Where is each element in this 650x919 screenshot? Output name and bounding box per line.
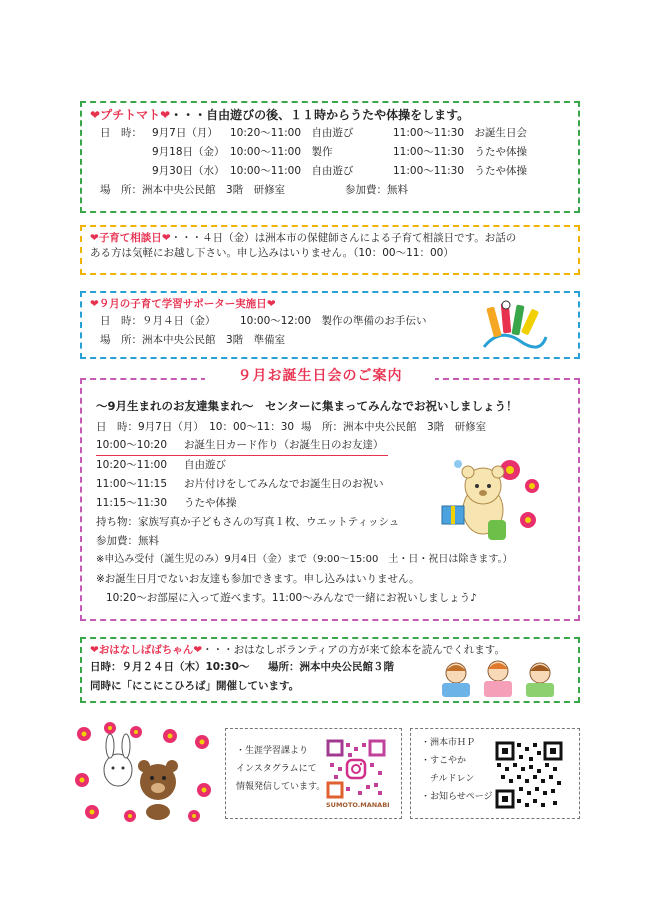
consult-line1 [90, 231, 570, 246]
heart-icon: ❤ [90, 108, 101, 122]
ohanashi-section [80, 637, 580, 703]
instagram-qr-code[interactable] [326, 739, 386, 799]
schedule-time2: 11:00～11:30 うたや体操 [393, 165, 528, 178]
ohanashi-title: おはなしばばちゃん [98, 644, 194, 656]
schedule-desc: お誕生日カード作り（お誕生日のお友達） [184, 438, 384, 451]
bear-flower-illustration [428, 450, 548, 546]
consult-text1: ・・・４日（金）は洲本市の保健師さんによる子育て相談日です。お話の [170, 232, 517, 244]
supporter-title: ９月の子育て学習サポーター実施日 [98, 298, 267, 310]
schedule-date: 9月7日（月） [152, 127, 218, 140]
ohanashi-desc: ・・・おはなしボランティアの方が来て絵本を読んでくれます。 [202, 644, 505, 656]
schedule-time1: 10:00～11:00 製作 [230, 146, 333, 159]
rabbit-bear-flowers-illustration [70, 720, 218, 824]
heart-icon: ❤ [266, 298, 276, 310]
schedule-time: 10:00～10:20 [96, 438, 168, 451]
supporter-time: 10:00～12:00 製作の準備のお手伝い [240, 315, 427, 328]
birthday-fee: 参加費：無料 [96, 534, 159, 547]
place-text: 場 所：洲本中央公民館 3階 研修室 [100, 184, 286, 197]
apply-note: ※申込み受付（誕生児のみ）9月4日（金）まで（9:00～15:00 土・日・祝日は除きます。） [96, 553, 513, 565]
info-line: チルドレン [421, 774, 475, 784]
ohanashi-date: 日時：９月２４日（木）10:30～ [90, 661, 250, 674]
schedule-time: 11:15～11:30 [96, 496, 168, 509]
birthday-title: ９月お誕生日会のご案内 [205, 366, 435, 386]
schedule-time1: 10:20～11:00 自由遊び [230, 127, 354, 140]
schedule-time2: 11:00～11:30 うたや体操 [393, 146, 528, 159]
note1: ※お誕生日月でないお友達も参加できます。申し込みはいりません。 [96, 572, 420, 585]
schedule-time: 10:20～11:00 [96, 458, 168, 471]
schedule-row [90, 124, 570, 143]
place-row [90, 181, 570, 200]
consult-title: 子育て相談日 [98, 232, 162, 244]
consult-text2: ある方は気軽にお越し下さい。申し込みはいりません。（10：00～11：00） [90, 247, 454, 260]
birthday-section [80, 378, 580, 621]
heart-icon: ❤ [90, 644, 99, 656]
schedule-time1: 10:00～11:00 自由遊び [230, 165, 354, 178]
heart-icon: ❤ [90, 298, 99, 310]
birthday-subtitle: ～9月生まれのお友達集まれ～ センターに集まってみんなでお祝いしましょう！ [96, 399, 518, 413]
fee-text: 参加費：無料 [345, 184, 408, 197]
info-line: 情報発信しています。 [236, 782, 326, 792]
info-line: ・お知らせページ [421, 792, 493, 802]
instagram-info [225, 728, 402, 819]
crayons-illustration [480, 297, 550, 353]
schedule-row [90, 162, 570, 181]
supporter-place: 場 所：洲本中央公民館 3階 準備室 [100, 334, 286, 347]
petit-tomato-title: プチトマト [100, 108, 161, 122]
info-line: ・洲本市ＨＰ [421, 738, 476, 748]
ohanashi-place: 場所：洲本中央公民館３階 [268, 661, 394, 674]
ohanashi-line3: 同時に「にこにこひろば」開催しています。 [90, 680, 300, 693]
schedule-desc: お片付けをしてみんなでお誕生日のお祝い [184, 477, 384, 490]
petit-tomato-desc: ・・・自由遊びの後、１１時からうたや体操をします。 [170, 108, 470, 122]
birthday-place: 場 所：洲本中央公民館 3階 研修室 [301, 420, 487, 433]
heart-icon: ❤ [90, 232, 99, 244]
schedule-time2: 11:00～11:30 お誕生日会 [393, 127, 528, 140]
supporter-section [80, 291, 580, 359]
belongings: 持ち物：家族写真か子どもさんの写真１枚、ウエットティッシュ [96, 515, 400, 528]
schedule-desc: 自由遊び [184, 458, 226, 471]
schedule-date: 9月30日（水） [152, 165, 225, 178]
heart-icon: ❤ [193, 644, 203, 656]
schedule-row [90, 143, 570, 162]
heart-icon: ❤ [161, 232, 171, 244]
petit-tomato-heading [90, 107, 570, 124]
consult-section [80, 225, 580, 275]
heart-icon: ❤ [160, 108, 171, 122]
schedule-date: 9月18日（金） [152, 146, 225, 159]
note2: 10:20～お部屋に入って遊べます。11:00～みんなで一緒にお祝いしましょう♪ [106, 591, 477, 604]
birthday-date: 日 時：9月7日（月） 10：00～11：30 [96, 420, 295, 433]
birthday-date-row [96, 418, 564, 437]
qr-label: SUMOTO.MANABI [326, 801, 390, 809]
schedule-desc: うたや体操 [184, 496, 237, 509]
info-line: インスタグラムにて [236, 764, 317, 774]
schedule-item [96, 437, 388, 456]
petit-tomato-section [80, 101, 580, 213]
date-label: 日 時： [100, 127, 142, 140]
city-hp-info [410, 728, 580, 819]
children-reading-illustration [434, 659, 564, 701]
supporter-date: 日 時：９月４日（金） [100, 315, 216, 328]
info-line: ・すこやか [421, 756, 467, 766]
city-qr-code[interactable] [495, 741, 563, 809]
ohanashi-heading [90, 643, 570, 658]
info-line: ・生涯学習課より [236, 746, 309, 756]
schedule-time: 11:00～11:15 [96, 477, 168, 490]
